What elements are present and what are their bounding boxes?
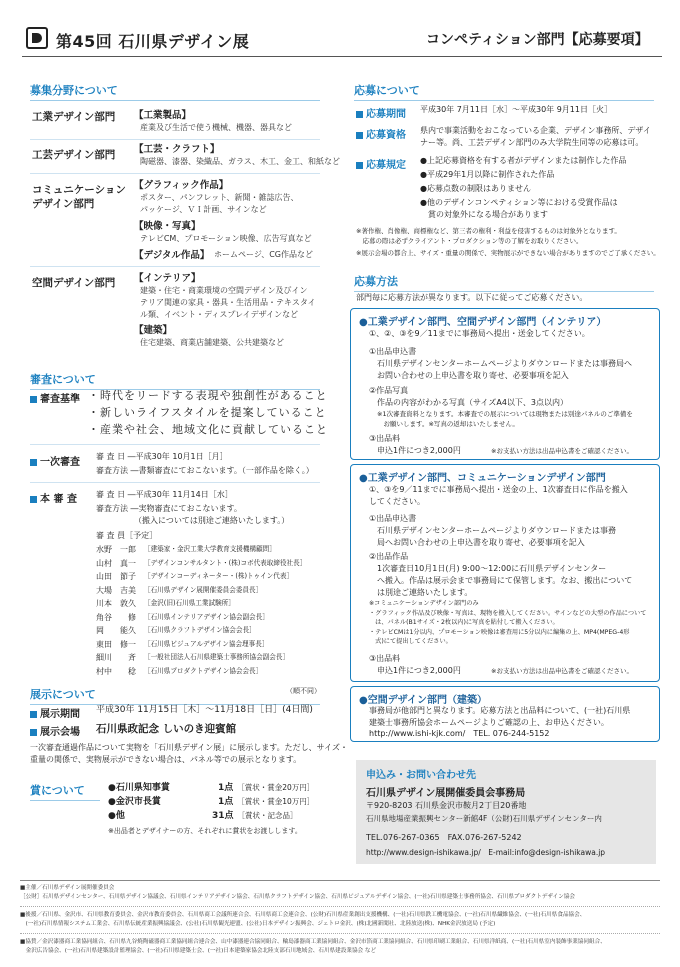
box1-step3-text: 申込1件につき2,000円 — [377, 446, 461, 455]
judge-name: 岡 能久 — [96, 626, 136, 635]
bullet-icon — [30, 729, 37, 736]
desc-digital: ホームページ、CG作品など — [214, 250, 313, 259]
desc-interior: 建築・住宅・商業環境の空間デザイン及びイン テリア関連の家具・器具・生活用品・テキスタイ ル類、イベント・ディスプレイデザインなど — [140, 286, 316, 319]
final-review-label: 本 審 査 — [30, 490, 77, 505]
box3-text: 事務局が他部門と異なります。応募方法と出品料について、(一社)石川県 建築士事務所協会ホームページよりご確認の上、お申込ください。 — [369, 706, 631, 727]
final-review-method: 審査方法 ―実物審査にておこないます。 — [96, 504, 242, 513]
page-title: 第45回 石川県デザイン展 — [56, 32, 250, 51]
fields-heading: 募集分野について — [30, 82, 320, 101]
box1-step1-title: ①出品申込書 — [369, 347, 417, 356]
bullet-icon — [30, 496, 37, 503]
judge-role: ［デザインコンサルタント・(株)コボ代表取締役社長］ — [144, 558, 307, 567]
bullet-icon — [356, 111, 363, 118]
judge-role: ［石川県プロダクトデザイン協会会長］ — [144, 666, 263, 675]
judge-row — [96, 584, 322, 598]
box2-step3-title: ③出品料 — [369, 654, 401, 663]
criteria-line-3: ・産業や社会、地域文化に貢献していること — [88, 423, 328, 436]
contact-tel: TEL.076-267-0365 FAX.076-267-5242 — [366, 833, 522, 842]
cat-video-photo: 【映像・写真】 — [134, 221, 201, 232]
judges-label: 審 査 員［予定］ — [96, 531, 158, 540]
box2-title: ●工業デザイン部門、コミュニケーションデザイン部門 — [359, 473, 606, 484]
method-heading: 応募方法 — [354, 273, 654, 292]
box1-step1-text: 石川県デザインセンターホームページよりダウンロードまたは事務局へ お問い合わせの上申込書を取り寄せ、必要事項を記入 — [377, 359, 632, 380]
judge-name: 村中 稔 — [96, 666, 136, 676]
judge-role: ［石川県インテリアデザイン協会副会長］ — [144, 612, 269, 621]
dept-craft: 工芸デザイン部門 — [32, 149, 116, 161]
box2-step1-title: ①出品申込書 — [369, 514, 417, 523]
judge-row — [96, 611, 322, 625]
criteria-label: 審査基準 — [30, 390, 80, 405]
judge-role: ［石川県デザイン展開催委員会委員長］ — [144, 585, 263, 594]
bullet-icon — [356, 132, 363, 139]
exhibition-period: 平成30年 11月15日［木］～11月18日［日］(4日間) — [96, 705, 313, 715]
exhibition-period-label: 展示期間 — [30, 705, 80, 720]
logo-icon — [26, 27, 48, 49]
desc-architecture: 住宅建築、商業店舗建築、公共建築など — [140, 338, 284, 347]
judge-row — [96, 651, 322, 665]
app-rules-label: 応募規定 — [356, 156, 406, 171]
judge-name: 角谷 修 — [96, 612, 136, 622]
box2-step3-note: ※お支払い方法は出品申込書をご確認ください。 — [491, 667, 633, 675]
dept-communication: コミュニケーション デザイン部門 — [32, 184, 126, 210]
criteria-line-2: ・新しいライフスタイルを提案していること — [88, 406, 327, 419]
contact-heading: 申込み・お問い合わせ先 — [366, 770, 476, 781]
contact-address: 〒920-8203 石川県金沢市鞍月2丁目20番地 — [366, 801, 527, 810]
row-divider — [30, 173, 320, 174]
contact-web[interactable]: http://www.design-ishikawa.jp/ E-mail:info@design-ishikawa.jp — [366, 848, 606, 857]
judge-name: 大場 吉美 — [96, 585, 136, 595]
award-row: ●金沢市長賞 1点 ［賞状・賞金10万円］ — [108, 797, 315, 807]
judge-row — [96, 570, 322, 584]
bullet-icon — [30, 711, 37, 718]
exhibition-venue: 石川県政記念 しいのき迎賓館 — [96, 723, 237, 735]
judge-role: ［一般社団法人石川県建築士事務所協会副会長］ — [144, 653, 290, 661]
award-row: ●他 31点 ［賞状・記念品］ — [108, 811, 298, 821]
row-divider — [30, 266, 320, 267]
app-period-label: 応募期間 — [356, 105, 406, 120]
method-box-2 — [350, 464, 660, 682]
judge-row — [96, 597, 322, 611]
method-box-1 — [350, 308, 660, 460]
judge-role: ［金沢(旧)石川県工業試験所］ — [144, 599, 235, 607]
box1-lead: ①、②、③を9／11までに事務局へ提出・送金してください。 — [369, 329, 590, 338]
judge-row — [96, 624, 322, 638]
app-rule-3: ●応募点数の制限はありません — [420, 184, 531, 193]
criteria-line-1: ・時代をリードする表現や独創性があること — [88, 389, 328, 402]
box2-lead: ①、③を9／11までに事務局へ提出・送金の上、1次審査日に作品を搬入 してください。 — [369, 485, 628, 506]
box2-step2-text: 1次審査日10月1日(月) 9:00～12:00に石川県デザインセンター へ搬入。作品は展示会まで事務局にて保管します。なお、搬出について は別途ご連絡いたします。 — [377, 564, 633, 597]
footer-organizer-list: ［公財］石川県デザインセンター、石川県デザイン協議会、石川県インテリアデザイン協会、石川県クラフトデザイン協会、石川県ビジュアルデザイン協会、(一社)石川県建築士事務所協会、石川県プロダクトデザイン協会 — [20, 894, 576, 900]
bullet-icon — [356, 162, 363, 169]
judges-note: （順不同） — [286, 687, 321, 695]
app-qual: 県内で事業活動をおこなっている企業、デザイン事務所、デザイ ナー等。尚、工芸デザイン部門のみ大学院生同等の応募は可。 — [420, 126, 651, 147]
judge-name: 山村 真一 — [96, 558, 136, 568]
first-review-method: 審査方法 ―書類審査にておこないます。（一部作品を除く。） — [96, 466, 314, 475]
bullet-icon — [30, 396, 37, 403]
judge-name: 細川 斉 — [96, 653, 136, 662]
cat-digital: 【デジタル作品】 — [134, 250, 210, 261]
app-rule-2: ●平成29年1月以降に制作された作品 — [420, 170, 555, 179]
row-divider — [30, 482, 320, 483]
box1-step2-text: 作品の内容がわかる写真（サイズA4以下、3点以内） — [377, 398, 569, 407]
header-divider — [22, 56, 662, 57]
award-row: ●石川県知事賞 1点 ［賞状・賞金20万円］ — [108, 783, 315, 793]
desc-craft: 陶磁器、漆器、染織品、ガラス、木工、金工、和紙など — [140, 157, 340, 166]
page-subtitle: コンペティション部門【応募要項】 — [426, 32, 649, 48]
review-heading: 審査について — [30, 371, 320, 390]
contact-org: 石川県デザイン展開催委員会事務局 — [366, 788, 526, 799]
method-intro: 部門毎に応募方法が異なります。以下に従ってご応募ください。 — [356, 293, 588, 302]
judge-role: ［石川県ビジュアルデザイン協会理事長］ — [144, 639, 269, 648]
cat-architecture: 【建築】 — [134, 325, 173, 336]
application-heading: 応募について — [354, 82, 654, 101]
dept-space: 空間デザイン部門 — [32, 277, 116, 289]
judges-rows — [96, 543, 322, 678]
app-note-1: ※著作権、肖像権、商標権など、第三者の権利・利益を侵害するものは対象外となります。 応募の際は必ずクライアント・プロダクション等の了解をお取りください。 — [356, 227, 621, 245]
bullet-icon — [30, 459, 37, 466]
app-rule-1: ●上記応募資格を有する者がデザインまたは制作した作品 — [420, 156, 627, 165]
judges-list — [96, 543, 322, 678]
box3-title: ●空間デザイン部門（建築） — [359, 695, 488, 706]
contact-panel — [356, 760, 656, 864]
awards-list — [108, 781, 322, 823]
desc-industrial-products: 産業及び生活で使う機械、機器、器具など — [140, 123, 292, 132]
box1-step3-note: ※お支払い方法は出品申込書をご確認ください。 — [491, 447, 633, 455]
contact-building: 石川県地場産業振興センター新館4F（公財)石川県デザインセンター内 — [366, 814, 602, 823]
app-period: 平成30年 7月11日［水］～平成30年 9月11日［火］ — [420, 105, 612, 114]
app-qual-label: 応募資格 — [356, 126, 406, 141]
exhibition-venue-label: 展示会場 — [30, 723, 80, 738]
box1-step2-title: ②作品写真 — [369, 386, 409, 395]
cat-industrial-products: 【工業製品】 — [134, 110, 192, 121]
final-review-method-note: （搬入については別途ご連絡いたします。） — [134, 516, 290, 525]
final-review-date: 審 査 日 ―平成30年 11月14日［水］ — [96, 490, 233, 499]
footer-sponsors: ■後援／石川県、金沢市、石川県教育委員会、金沢市教育委員会、石川県商工会議所連合会、石川県商工会連合会、(公財)石川県産業創出支援機構、(一社)石川県鉄工機電協会、(一社)石川県繊維協会、(一社)石川県食品協会、 (一社)石川県情報システム工業会、石川県伝統産業振興協議会、(公社)石川県観光連盟、(公社)日本デザイン振興会、ジェトロ金沢、(株)北國新聞社、北陸放送(株)、NHK金沢放送局 (予定) — [20, 912, 586, 927]
footer-organizer: ■主催／石川県デザイン展開催委員会 — [20, 885, 115, 891]
cat-graphic: 【グラフィック作品】 — [134, 180, 229, 191]
cat-interior: 【インテリア】 — [134, 273, 201, 284]
awards-heading: 賞について — [30, 782, 100, 801]
box2-step1-text: 石川県デザインセンターホームページよりダウンロードまたは事務 局へお問い合わせの上申込書を取り寄せ、必要事項を記入 — [377, 526, 616, 547]
judge-row — [96, 557, 322, 571]
app-note-2: ※展示会場の都合上、サイズ・重量の関係で、実物展示ができない場合がありますのでご了承ください。 — [356, 249, 660, 257]
dept-industrial: 工業デザイン部門 — [32, 111, 116, 123]
method-box-3 — [350, 686, 660, 742]
judge-name: 山田 節子 — [96, 572, 136, 581]
exhibition-heading: 展示について — [30, 686, 320, 705]
judge-row — [96, 638, 322, 652]
box3-url[interactable]: http://www.ishi-kjk.com/ TEL. 076-244-5152 — [369, 729, 550, 738]
box1-step3-title: ③出品料 — [369, 434, 401, 443]
desc-graphic: ポスター、パンフレット、新聞・雑誌広告、 パッケージ、ＶＩ計画、サインなど — [140, 193, 299, 214]
judge-role: ［デザインコーディネーター・(株)トゥイン代表］ — [144, 572, 294, 580]
footer-separator — [20, 902, 660, 907]
judge-row — [96, 665, 322, 679]
first-review-label: 一次審査 — [30, 453, 80, 468]
judge-name: 水野 一郎 — [96, 545, 136, 554]
app-rule-4: ●他のデザインコンペティション等における受賞作品は 賞の対象外になる場合があります — [420, 198, 618, 219]
judge-role: ［建築家・金沢工業大学教育支援機構顧問］ — [144, 545, 276, 553]
box2-step3-text: 申込1件につき2,000円 — [377, 666, 461, 675]
box2-step2-title: ②出品作品 — [369, 552, 409, 561]
exhibition-note: 一次審査通過作品について実物を「石川県デザイン展」に展示します。ただし、サイズ・ 重量の関係で、実物展示ができない場合は、パネル等での展示となります。 — [30, 743, 348, 764]
footer — [20, 884, 660, 956]
judge-role: ［石川県クラフトデザイン協会会長］ — [144, 626, 256, 634]
box2-step2-note: ※コミュニケーションデザイン部門のみ ・グラフィック作品及び映像・写真は、現物を搬入してください。サインなどの大型の作品について は、パネル(B1サイズ・2枚以内)に写真を貼付して搬入ください。 ・テレビCMは1分以内、プロモーション映像は審査用に5分以内に編集の上、MP4(MPEG-4形 式)にて提出してください。 — [369, 600, 647, 645]
cat-craft: 【工芸・クラフト】 — [134, 144, 220, 155]
footer-divider — [20, 880, 660, 881]
box1-title: ●工業デザイン部門、空間デザイン部門（インテリア） — [359, 317, 607, 328]
judge-name: 東田 修一 — [96, 639, 136, 649]
judge-row — [96, 543, 322, 557]
box1-step2-note: ※1次審査資料となります。本審査での展示については現物または別途パネルのご準備を お願いします。※写真の返却はいたしません。 — [377, 410, 633, 428]
first-review-date: 審 査 日 ―平成30年 10月1日［月］ — [96, 452, 228, 461]
desc-video-photo: テレビCM、プロモーション映像、広告写真など — [140, 234, 312, 243]
footer-supporters: ■協賛／金沢漆器商工業協同組合、石川県九谷焼陶磁器商工業協同組合連合会、山中漆器連合協同組合、輪島漆器商工業協同組合、金沢市箔商工業協同組合、石川県印刷工業組合、石川県洋紙商、(一社)石川県室内装飾事業協同組合、 金沢広告協会、(一社)石川県建築設計監理協会、(一社)石川県建築士会、(一社)日本建築家協会北陸支部石川地域会、石川県建設業協会 など — [20, 939, 606, 954]
row-divider — [30, 444, 320, 445]
row-divider — [30, 139, 320, 140]
awards-note: ※出品者とデザイナーの方、それぞれに賞状をお渡しします。 — [108, 827, 302, 835]
footer-separator — [20, 929, 660, 934]
judge-name: 川本 敦久 — [96, 599, 136, 608]
